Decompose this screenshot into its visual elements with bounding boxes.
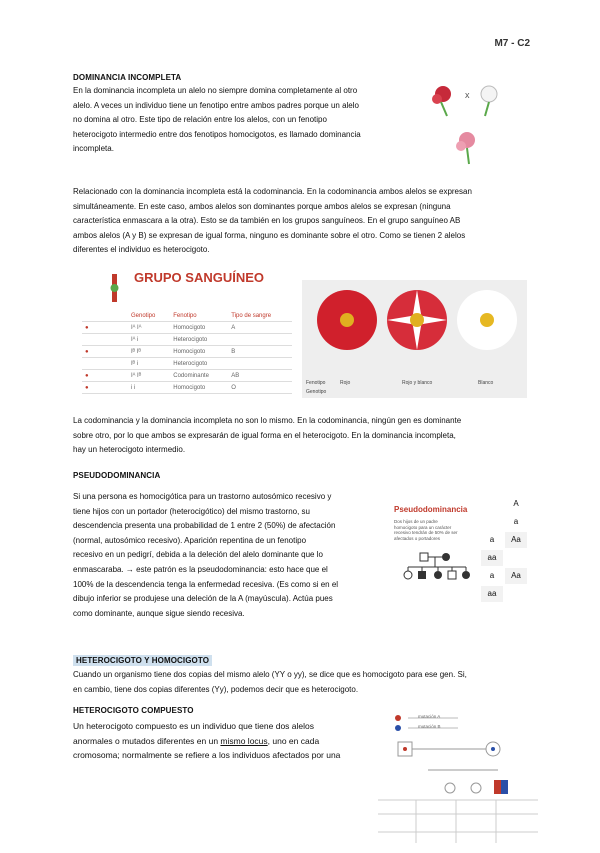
cell: i i bbox=[128, 382, 170, 394]
bicolor-daisy-icon bbox=[387, 290, 447, 350]
compuesto-text bbox=[73, 719, 363, 763]
table-row: ● Iᴮ Iᴮ Homocigoto B bbox=[82, 346, 292, 358]
text-line: recesivo en un pedigrí, debida a la deleción del alelo dominante que lo bbox=[73, 550, 323, 560]
punnett-cell: Aa bbox=[505, 568, 527, 584]
flowers-cross-illustration bbox=[425, 80, 515, 170]
flower-side-label: Fenotipo bbox=[306, 380, 326, 386]
red-daisy-icon bbox=[317, 290, 377, 350]
table-row bbox=[82, 334, 292, 346]
text-line: afectados o portadores bbox=[394, 535, 441, 541]
pseudo-figure-text bbox=[394, 519, 458, 541]
table-row: ● Iᴬ Iᴮ Codominante AB bbox=[82, 370, 292, 382]
col-header: Tipo de sangre bbox=[228, 310, 292, 322]
cell: Heterocigoto bbox=[170, 334, 228, 346]
text-line: ambos alelos (A y B) se expresan de igual forma, ninguno es dominante sobre el otro. Como se tienen 2 alelos bbox=[73, 230, 466, 240]
cell: Homocigoto bbox=[170, 382, 228, 394]
text-line: enmascaraba. → este patrón es la pseudodominancia: esto hace que el bbox=[73, 564, 328, 574]
section-title-compuesto: HETEROCIGOTO COMPUESTO bbox=[73, 706, 194, 715]
text-line: Un heterocigoto compuesto es un individuo que tiene dos alelos bbox=[73, 721, 314, 731]
section-title-pseudo: PSEUDODOMINANCIA bbox=[73, 471, 161, 480]
text-line: Relacionado con la dominancia incompleta está la codominancia. En la codominancia ambos alelos se expresan bbox=[73, 187, 472, 196]
cell: AB bbox=[228, 370, 292, 382]
pink-flower-icon bbox=[456, 132, 475, 164]
text-line: Dos hijos de un padre bbox=[394, 519, 438, 524]
text-line: recesivo tendrán de 50% de ser bbox=[394, 530, 458, 535]
cell: Codominante bbox=[170, 370, 228, 382]
text-line: La codominancia y la dominancia incompleta no son lo mismo. En la codominancia, ningún gen es dominante bbox=[73, 416, 462, 425]
white-daisy-icon bbox=[457, 290, 517, 350]
pseudodominance-figure bbox=[390, 493, 540, 598]
flower-label: Rojo bbox=[340, 380, 351, 386]
text-line: alelo. A veces un individuo tiene un fenotipo entre ambos padres porque un alelo bbox=[73, 100, 359, 110]
cell: Iᴬ Iᴮ bbox=[128, 370, 170, 382]
text-line: dibujo inferior se produjese una deleción de la A (mayúscula). Actúa pues bbox=[73, 594, 333, 604]
flower-label: Blanco bbox=[478, 380, 494, 386]
text-line bbox=[73, 734, 363, 749]
cell: Iᴮ Iᴮ bbox=[128, 346, 170, 358]
cell: Heterocigoto bbox=[170, 358, 228, 370]
cell: Iᴬ Iᴬ bbox=[128, 322, 170, 334]
punnett-header: A bbox=[513, 499, 519, 508]
text-line: hay un heterocigoto intermedio. bbox=[73, 445, 186, 455]
table-row bbox=[82, 358, 292, 370]
text-line: simultáneamente. En este caso, ambos alelos son dominantes porque ambos alelos se expresan (ninguna bbox=[73, 201, 451, 211]
red-flower-icon bbox=[432, 86, 451, 116]
cell: O bbox=[228, 382, 292, 394]
page-code: M7 - C2 bbox=[494, 38, 530, 49]
text-line: (normal, autosómico recesivo). Aparición repentina de un fenotipo bbox=[73, 535, 307, 545]
text-line: 100% de la descendencia tenga la enfermedad recesiva. (Es como si en el bbox=[73, 579, 339, 589]
text-line: cromosoma; normalmente se refiere a los individuos afectados por una bbox=[73, 750, 341, 761]
flowers-codominance-figure bbox=[302, 280, 527, 398]
text-line: en cambio, tiene dos copias diferentes (Yy), podemos decir que es heterocigoto. bbox=[73, 684, 359, 694]
comparacion-text bbox=[73, 414, 526, 458]
col-header: Genotipo bbox=[128, 310, 170, 322]
codominancia-text bbox=[73, 185, 526, 258]
punnett-header: a bbox=[513, 517, 519, 526]
punnett-cell: aa bbox=[481, 586, 503, 602]
svg-text:x: x bbox=[465, 90, 470, 100]
cell: A bbox=[228, 322, 292, 334]
cell bbox=[228, 334, 292, 346]
dominancia-text bbox=[73, 84, 411, 157]
punnett-header: a bbox=[489, 535, 495, 544]
text-line: descendencia presenta una probabilidad de 1 entre 2 (50%) de afectación bbox=[73, 521, 336, 531]
cell: Homocigoto bbox=[170, 346, 228, 358]
punnett-square bbox=[480, 495, 540, 603]
section-title-hetero bbox=[73, 656, 212, 665]
highlighted-title: HETEROCIGOTO Y HOMOCIGOTO bbox=[73, 655, 212, 666]
cell: Iᴬ i bbox=[128, 334, 170, 346]
text-line: Si una persona es homocigótica para un trastorno autosómico recesivo y bbox=[73, 492, 332, 501]
text-span: anormales o mutados diferentes en un bbox=[73, 735, 221, 746]
table-row: ● i i Homocigoto O bbox=[82, 382, 292, 394]
blood-figure-title: GRUPO SANGUÍNEO bbox=[134, 270, 265, 285]
hetero-text bbox=[73, 668, 526, 697]
compound-pedigree-diagram bbox=[378, 708, 538, 848]
punnett-header: a bbox=[489, 571, 495, 580]
cell: Homocigoto bbox=[170, 322, 228, 334]
text-line: diferentes el individuo es heterocigoto. bbox=[73, 245, 210, 255]
text-line: homocigoto para un carácter bbox=[394, 524, 452, 530]
text-line: incompleta. bbox=[73, 144, 114, 154]
punnett-cell: aa bbox=[481, 550, 503, 566]
compound-heterozygote-figure bbox=[378, 708, 538, 848]
white-flower-icon bbox=[481, 86, 497, 116]
cell: Iᴮ i bbox=[128, 358, 170, 370]
text-line: heterocigoto intermedio entre dos fenotipos homocigotos, es llamado dominancia bbox=[73, 129, 361, 139]
pseudo-text bbox=[73, 490, 378, 621]
underlined-term: mismo locus bbox=[220, 735, 268, 746]
text-line: En la dominancia incompleta un alelo no siempre domina completamente al otro bbox=[73, 86, 358, 95]
text-line: sobre otro, por lo que ambos se expresarán de igual forma en el heterocigoto. En la dominancia incompleta, bbox=[73, 430, 456, 440]
pseudo-figure-title: Pseudodominancia bbox=[394, 505, 468, 514]
blood-group-table bbox=[82, 310, 292, 394]
text-span: , uno en cada bbox=[267, 735, 320, 746]
flower-label: Rojo y blanco bbox=[402, 380, 433, 386]
cell: B bbox=[228, 346, 292, 358]
cell bbox=[228, 358, 292, 370]
flower-side-label: Genotipo bbox=[306, 389, 327, 395]
legend-label: mutación B bbox=[418, 724, 441, 729]
col-header: Fenotipo bbox=[170, 310, 228, 322]
punnett-cell: Aa bbox=[505, 532, 527, 548]
text-line: Cuando un organismo tiene dos copias del mismo alelo (YY o yy), se dice que es homocigoto para ese gen. Si, bbox=[73, 670, 467, 679]
legend-label: mutación A bbox=[418, 714, 441, 719]
text-line: característica enmascara a la otra). Esto se da también en los grupos sanguíneos. En el grupo sanguíneo AB bbox=[73, 216, 461, 226]
table-row: ● Iᴬ Iᴬ Homocigoto A bbox=[82, 322, 292, 334]
pedigree-diagram bbox=[400, 551, 480, 591]
blood-group-figure bbox=[72, 268, 297, 403]
text-line: tiene hijos con un portador (heterocigótico) del mismo trastorno, su bbox=[73, 506, 311, 516]
table-header-row bbox=[82, 310, 292, 322]
text-line: como dominante, aunque sigue siendo recesiva. bbox=[73, 608, 245, 618]
chromosome-icon bbox=[72, 268, 132, 308]
text-line: no domina al otro. Este tipo de relación entre los alelos, con un fenotipo bbox=[73, 115, 327, 125]
section-title-dominancia: DOMINANCIA INCOMPLETA bbox=[73, 73, 182, 82]
flowers-photo bbox=[302, 280, 527, 375]
